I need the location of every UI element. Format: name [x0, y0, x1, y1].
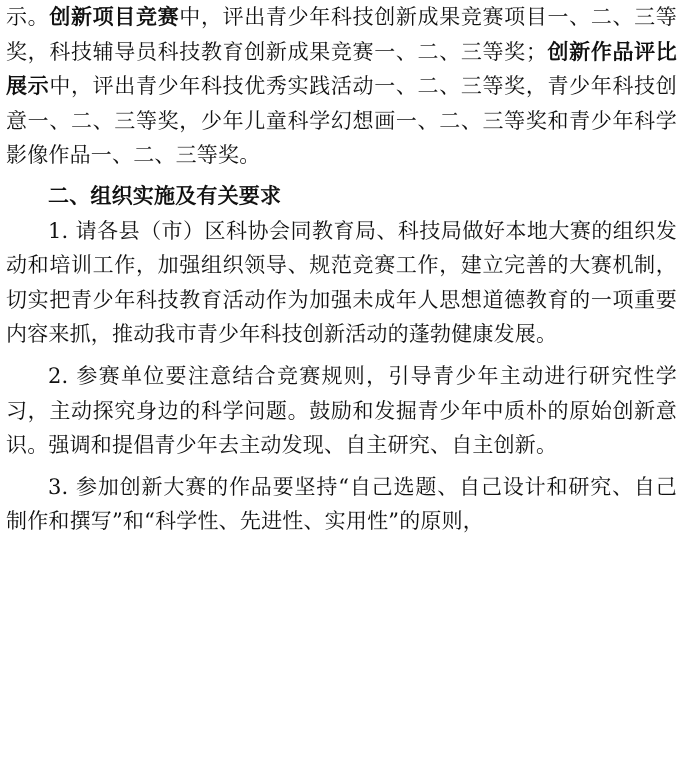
intro-text-3: 中，评出青少年科技优秀实践活动一、二、三等奖，青少年科技创意一、二、三等奖，少年儿童科学幻想画一、二、三等奖和青少年科学影像作品一、二、三等奖。 [6, 74, 677, 168]
requirement-item-1: 1. 请各县（市）区科协会同教育局、科技局做好本地大赛的组织发动和培训工作，加强组织领导、规范竞赛工作，建立完善的大赛机制，切实把青少年科技教育活动作为加强未成年人思想道德教育的一项重要内容来抓，推动我市青少年科技创新活动的蓬勃健康发展。 [6, 218, 677, 347]
requirement-item-2: 2. 参赛单位要注意结合竞赛规则，引导青少年主动进行研究性学习，主动探究身边的科学问题。鼓励和发掘青少年中质朴的原始创新意识。强调和提倡青少年去主动发现、自主研究、自主创新。 [6, 363, 677, 458]
requirement-item-3: 3. 参加创新大赛的作品要坚持“自己选题、自己设计和研究、自己制作和撰写”和“科学性、先进性、实用性”的原则， [6, 474, 677, 534]
innovation-project-competition: 创新项目竞赛 [49, 5, 180, 29]
intro-text-2: 中，评出青少年科技创新成果竞赛项目一、二、三等奖，科技辅导员科技教育创新成果竞赛一、二、三等奖； [6, 5, 678, 64]
section-heading: 二、组织实施及有关要求 [48, 183, 282, 208]
innovation-works-exhibition: 创新作品评比展示 [6, 39, 678, 99]
intro-paragraph [6, 0, 677, 173]
document-page [6, 0, 677, 539]
intro-text-1: 示。 [6, 5, 50, 29]
